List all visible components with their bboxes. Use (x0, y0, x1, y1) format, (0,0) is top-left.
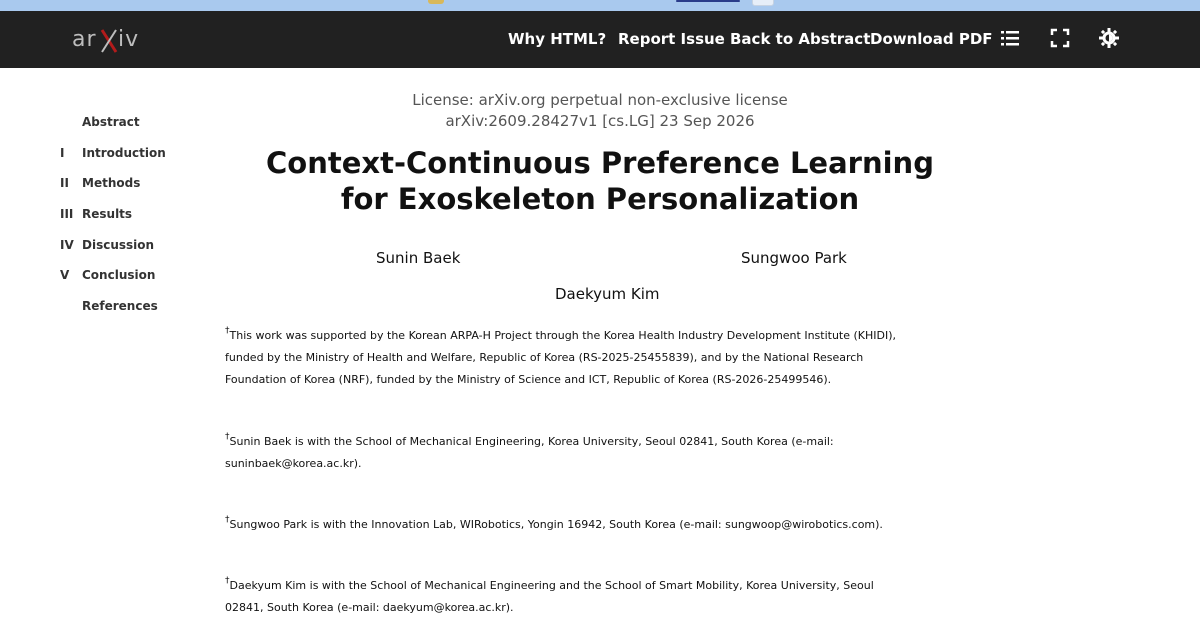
fullscreen-icon[interactable] (1049, 27, 1071, 49)
back-to-abstract-link[interactable]: Back to Abstract (730, 30, 871, 48)
toc-item-number: IV (60, 238, 74, 252)
top-navbar (0, 11, 1200, 68)
author-name: Sunin Baek (376, 249, 461, 267)
banner-link[interactable] (676, 0, 740, 2)
toc-item-label: Introduction (82, 146, 166, 160)
download-pdf-link[interactable]: Download PDF (870, 30, 993, 48)
theme-settings-icon[interactable] (1098, 27, 1120, 49)
toc-item-abstract[interactable] (60, 115, 220, 135)
toc-item-number: I (60, 146, 65, 160)
footnote-text: Daekyum Kim is with the School of Mechanical Engineering and the School of Smart Mobility, Korea University, Seoul 02841, South Korea (e-mail: daekyum@korea.ac.kr). (225, 579, 874, 614)
toc-item-conclusion[interactable] (60, 268, 220, 288)
footnote-mark: † (225, 326, 230, 336)
toc-item-discussion[interactable] (60, 238, 220, 258)
toc-item-label: Conclusion (82, 268, 156, 282)
svg-text:iv: iv (118, 27, 140, 52)
toc-list-icon[interactable] (999, 27, 1021, 49)
toc-item-label: References (82, 299, 158, 313)
toc-item-introduction[interactable] (60, 146, 220, 166)
author-name: Sungwoo Park (741, 249, 847, 267)
paper-title-line-2: for Exoskeleton Personalization (340, 182, 860, 216)
toc-item-label: Abstract (82, 115, 140, 129)
toc-item-label: Methods (82, 176, 141, 190)
footnote-funding (225, 325, 905, 391)
footnote-affiliation (225, 431, 905, 475)
footnote-affiliation (225, 575, 905, 619)
arxiv-logo-icon (72, 24, 142, 56)
footnote-mark: † (225, 432, 230, 442)
report-issue-link[interactable]: Report Issue (618, 30, 725, 48)
footnote-text: This work was supported by the Korean ARPA-H Project through the Korea Health Industry Development Institute (KHIDI), funded by the Ministry of Health and Welfare, Republic of Korea (RS-2025-25455839), and by the National Research Foundation of Korea (NRF), funded by the Ministry of Science and ICT, Republic of Korea (RS-2026-25499546). (225, 329, 897, 386)
footnote-text: Sungwoo Park is with the Innovation Lab, WIRobotics, Yongin 16942, South Korea (e-mail: sungwoop@wirobotics.com). (229, 518, 883, 531)
banner-close-button[interactable] (752, 0, 774, 6)
browser-top-strip (0, 0, 1200, 11)
toc-item-number: III (60, 207, 74, 221)
toc-item-number: V (60, 268, 70, 282)
toc-item-label: Results (82, 207, 133, 221)
footnote-mark: † (225, 576, 230, 586)
footnote-affiliation (225, 514, 905, 536)
toc-item-methods[interactable] (60, 176, 220, 196)
why-html-link[interactable]: Why HTML? (508, 30, 607, 48)
banner-emoji-icon (428, 0, 444, 4)
toc-item-results[interactable] (60, 207, 220, 227)
toc-item-label: Discussion (82, 238, 155, 252)
svg-text:ar: ar (72, 27, 97, 52)
paper-title-line-1: Context-Continuous Preference Learning (266, 146, 934, 180)
arxiv-identifier: arXiv:2609.28427v1 [cs.LG] 23 Sep 2026 (445, 112, 755, 130)
license-line: License: arXiv.org perpetual non-exclusive license (412, 91, 788, 109)
author-name: Daekyum Kim (555, 285, 660, 303)
toc-item-references[interactable] (60, 299, 220, 319)
toc-item-number: II (60, 176, 69, 190)
arxiv-logo[interactable] (72, 24, 142, 60)
footnote-mark: † (225, 515, 230, 525)
footnote-text: Sunin Baek is with the School of Mechanical Engineering, Korea University, Seoul 02841, South Korea (e-mail: suninbaek@korea.ac.kr). (225, 435, 834, 470)
